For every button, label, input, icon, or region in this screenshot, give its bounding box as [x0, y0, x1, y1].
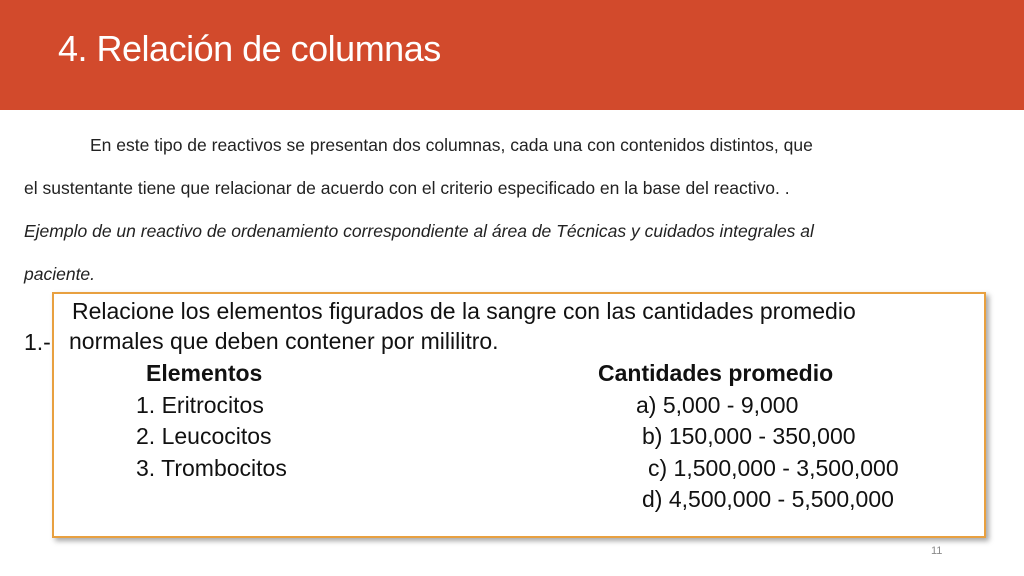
title-bar	[0, 0, 1024, 110]
question-text-line-2: normales que deben contener por mililitro.	[69, 326, 962, 356]
right-column-header: Cantidades promedio	[598, 360, 834, 386]
right-item: b) 150,000 - 350,000	[642, 423, 856, 449]
right-item: c) 1,500,000 - 3,500,000	[648, 454, 899, 481]
right-item: d) 4,500,000 - 5,500,000	[642, 486, 894, 512]
example-line-2: paciente.	[24, 264, 96, 284]
example-line-1: Ejemplo de un reactivo de ordenamiento correspondiente al área de Técnicas y cuidados integrales al	[24, 221, 814, 241]
left-item: 2. Leucocitos	[136, 423, 272, 449]
page-number: 11	[931, 545, 943, 557]
question-number: 1.-	[24, 329, 51, 355]
right-item: a) 5,000 - 9,000	[636, 391, 799, 418]
intro-text	[24, 124, 974, 296]
slide-title: 4. Relación de columnas	[58, 28, 441, 69]
intro-line-1: En este tipo de reactivos se presentan dos columnas, cada una con contenidos distintos, que	[90, 135, 813, 155]
question-text-line-1: Relacione los elementos figurados de la sangre con las cantidades promedio	[72, 298, 856, 324]
left-column-header: Elementos	[146, 360, 263, 386]
right-column	[598, 358, 899, 516]
left-column	[136, 358, 287, 484]
intro-line-2: el sustentante tiene que relacionar de acuerdo con el criterio especificado en la base del reactivo. .	[24, 178, 790, 198]
left-item: 3. Trombocitos	[136, 454, 287, 481]
left-item: 1. Eritrocitos	[136, 391, 264, 418]
question-text	[69, 296, 962, 356]
